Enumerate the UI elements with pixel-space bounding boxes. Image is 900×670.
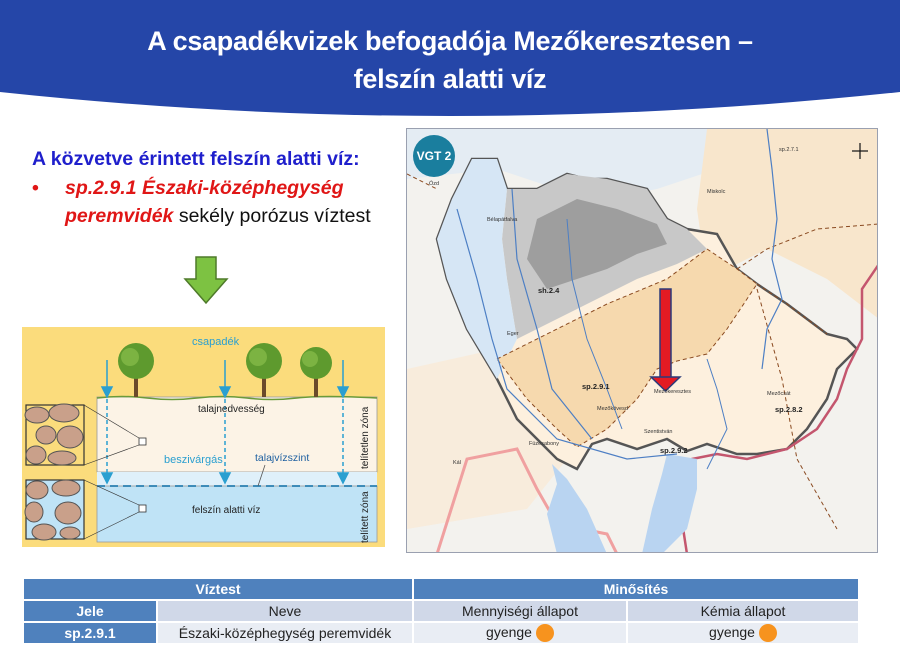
groundwater-diagram <box>22 327 385 547</box>
label-saturated-zone: telített zóna <box>360 491 371 543</box>
group-header-water-body: Víztest <box>24 579 412 599</box>
column-header-code: Jele <box>24 601 156 621</box>
cell-code: sp.2.9.1 <box>24 623 156 643</box>
water-body-name: sp.2.9.1 Északi-középhegység peremvidék <box>65 177 344 227</box>
title-line-2: felszín alatti víz <box>353 64 547 94</box>
label-water-table: talajvízszint <box>255 452 310 464</box>
intro-heading: A közvetve érintett felszín alatti víz: <box>32 148 360 170</box>
vgt-badge: VGT 2 <box>413 135 455 177</box>
status-indicator-icon <box>759 624 777 642</box>
map-label-szentistvan: Szentistván <box>644 429 673 435</box>
map-label-sp291: sp.2.9.1 <box>582 382 610 391</box>
column-header-chemical-status: Kémia állapot <box>628 601 858 621</box>
tree-icon <box>246 343 282 397</box>
map-label-sp271: sp.2.7.1 <box>779 147 799 153</box>
map-label-sh24: sh.2.4 <box>538 286 560 295</box>
water-body-status-table <box>22 577 860 645</box>
cell-name: Északi-középhegység peremvidék <box>158 623 412 643</box>
map-label-fuzesabony: Füzesabony <box>529 441 559 447</box>
map-label-sp282: sp.2.8.2 <box>775 405 803 414</box>
down-arrow-icon <box>183 255 229 310</box>
table-column-header-row <box>24 601 858 621</box>
saturated-soil-inset <box>25 480 84 540</box>
map-illustration <box>407 129 878 553</box>
column-header-name: Neve <box>158 601 412 621</box>
map-label-sp292: sp.2.9.2 <box>660 446 688 455</box>
label-infiltration: beszivárgás <box>164 454 223 466</box>
map-label-miskolc: Miskolc <box>707 189 726 195</box>
label-soil-moisture: talajnedvesség <box>198 404 265 415</box>
cell-chemical-status <box>628 623 858 643</box>
label-unsaturated-zone: telítetlen zóna <box>360 406 371 469</box>
table-group-header-row <box>24 579 858 599</box>
cell-quantity-status <box>414 623 626 643</box>
bullet-icon: • <box>32 177 39 199</box>
column-header-quantity-status: Mennyiségi állapot <box>414 601 626 621</box>
unsaturated-soil-inset <box>25 404 84 465</box>
title-line-1: A csapadékvizek befogadója Mezőkeresztesen – <box>147 26 753 56</box>
map-label-kal: Kál <box>453 460 461 466</box>
label-precipitation: csapadék <box>192 336 240 348</box>
group-header-rating: Minősítés <box>414 579 858 599</box>
bullet-item <box>32 174 392 230</box>
quantity-status-text: gyenge <box>486 623 532 640</box>
map-label-mezokovesd: Mezőkövesd <box>597 406 628 412</box>
map-label-belapatfalva: Bélapátfalva <box>487 217 518 223</box>
page-title <box>0 22 900 98</box>
map-label-mezocsat: Mezőcsát <box>767 391 791 397</box>
map-label-mezokeresztes: Mezőkeresztes <box>654 389 691 395</box>
label-groundwater: felszín alatti víz <box>192 505 261 516</box>
map-label-eger: Eger <box>507 331 519 337</box>
catchment-map <box>406 128 878 553</box>
intro-section <box>32 146 392 230</box>
header-banner <box>0 0 900 125</box>
tree-icon <box>300 347 332 397</box>
table-row <box>24 623 858 643</box>
water-body-description: sekély porózus víztest <box>173 205 371 227</box>
tree-icon <box>118 343 154 397</box>
status-indicator-icon <box>536 624 554 642</box>
chemical-status-text: gyenge <box>709 623 755 640</box>
map-label-ozd: Ózd <box>429 181 440 187</box>
